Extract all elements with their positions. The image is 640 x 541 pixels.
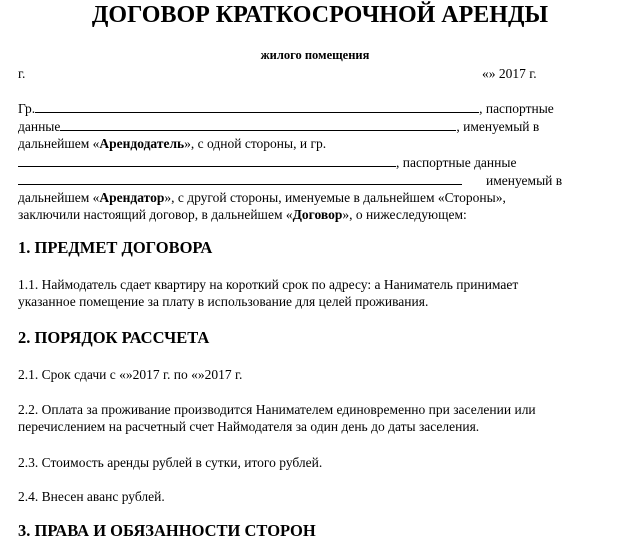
section-heading-payment: 2. ПОРЯДОК РАССЧЕТА — [18, 328, 210, 347]
city-label: г. — [18, 66, 26, 81]
passport-label: , паспортные — [479, 101, 554, 116]
parties-line-6 — [18, 190, 506, 206]
contract-date: «» 2017 г. — [482, 66, 537, 81]
document-subtitle: жилого помещения — [260, 48, 370, 62]
tenant-outro-text: », с другой стороны, именуемые в дальнейшем «Стороны», — [164, 190, 506, 205]
landlord-passport-blank — [60, 118, 456, 131]
section-heading-subject: 1. ПРЕДМЕТ ДОГОВОРА — [18, 238, 213, 257]
clause-1-1-line-2: указанное помещение за плату в использование для целей проживания. — [18, 294, 429, 309]
document-title: ДОГОВОР КРАТКОСРОЧНОЙ АРЕНДЫ — [91, 2, 549, 28]
parties-line-1 — [18, 100, 554, 117]
landlord-term: Арендодатель — [99, 136, 185, 151]
landlord-name-blank — [35, 100, 479, 113]
section-heading-rights: 3. ПРАВА И ОБЯЗАННОСТИ СТОРОН — [18, 521, 316, 540]
citizen-prefix: Гр. — [18, 101, 36, 116]
parties-line-7 — [18, 207, 467, 223]
landlord-outro-text: », с одной стороны, и гр. — [184, 136, 327, 151]
tenant-term: Арендатор — [99, 190, 165, 205]
tenant-named-label: именуемый в — [486, 173, 563, 188]
passport-data-label: данные — [18, 119, 61, 134]
parties-line-4 — [18, 154, 516, 171]
named-label: , именуемый в — [456, 119, 540, 134]
landlord-intro-text: дальнейшем « — [18, 136, 100, 151]
clause-2-2-line-2: перечислением на расчетный счет Наймодателя за один день до даты заселения. — [18, 419, 480, 434]
contract-intro-text: заключили настоящий договор, в дальнейшем « — [18, 207, 293, 222]
tenant-intro-text: дальнейшем « — [18, 190, 100, 205]
tenant-passport-label: , паспортные данные — [396, 155, 517, 170]
parties-line-2 — [18, 118, 539, 135]
parties-line-5 — [18, 172, 562, 189]
tenant-passport-blank — [18, 172, 462, 185]
parties-line-3 — [18, 136, 326, 152]
contract-term: Договор — [292, 207, 343, 222]
clause-2-4: 2.4. Внесен аванс рублей. — [18, 489, 165, 504]
tenant-name-blank — [18, 154, 396, 167]
contract-outro-text: », о нижеследующем: — [342, 207, 467, 222]
clause-2-2-line-1: 2.2. Оплата за проживание производится Нанимателем единовременно при заселении или — [18, 402, 536, 417]
clause-2-3: 2.3. Стоимость аренды рублей в сутки, итого рублей. — [18, 455, 323, 470]
clause-2-1: 2.1. Срок сдачи с «»2017 г. по «»2017 г. — [18, 367, 243, 382]
clause-1-1-line-1: 1.1. Наймодатель сдает квартиру на короткий срок по адресу: а Наниматель принимает — [18, 277, 519, 292]
